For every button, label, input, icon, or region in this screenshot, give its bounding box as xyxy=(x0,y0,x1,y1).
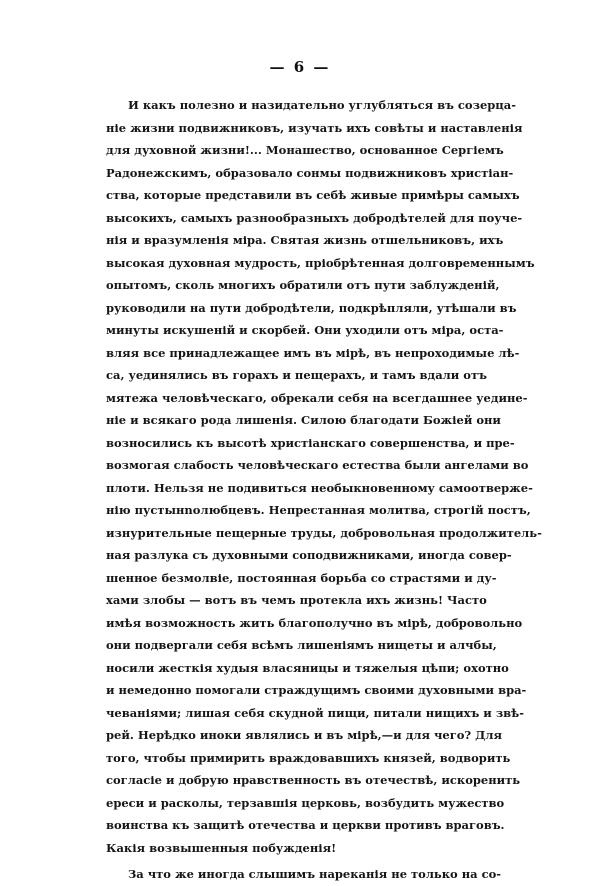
paragraph-1 xyxy=(106,94,542,859)
text-line: За что же иногда слышимъ нареканія не только на со- xyxy=(128,867,502,881)
text-line: и немедонно помогали страждущимъ своими духовными вра- xyxy=(106,683,527,697)
text-line: ніе жизни подвижниковъ, изучать ихъ совѣты и наставленія xyxy=(106,120,523,135)
text-line: ства, которые представили въ себѣ живые примѣры самыхъ xyxy=(106,188,520,202)
text-line: воинства къ защитѣ отечества и церкви противъ враговъ. xyxy=(106,818,505,832)
text-line: минуты искушеній и скорбей. Они уходили отъ міра, оста- xyxy=(106,323,504,337)
text-line: шенное безмолвіе, постоянная борьба со страстями и ду- xyxy=(106,570,497,585)
text-line: нію пустынnолюбцевъ. Непрестанная молитва, строгій постъ, xyxy=(106,503,531,517)
text-line: ніе и всякаго рода лишенія. Силою благодати Божіей они xyxy=(106,413,501,427)
text-line: возмогая слабость человѣческаго естества были ангелами во xyxy=(106,458,529,472)
page-number: — 6 — xyxy=(269,58,331,76)
text-line: согласіе и добрую нравственность въ отечествѣ, искоренить xyxy=(106,773,521,787)
text-line: Какія возвышенныя побужденія! xyxy=(106,840,337,855)
paragraph-2 xyxy=(106,863,502,886)
text-line: высокая духовная мудрость, пріобрѣтенная долговременнымъ xyxy=(106,255,535,270)
text-line: высокихъ, самыхъ разнообразныхъ добродѣтелей для поуче- xyxy=(106,210,523,225)
text-line: изнурительные пещерные труды, добровольная продолжитель- xyxy=(106,525,542,540)
text-line: плоти. Нельзя не подивиться необыкновенному самоотверже- xyxy=(106,480,533,495)
text-line: того, чтобы примирить враждовавшихъ князей, водворить xyxy=(106,750,511,765)
text-line: ная разлука съ духовными соподвижниками, иногда совер- xyxy=(106,548,512,562)
text-line: для духовной жизни!... Монашество, основанное Сергіемъ xyxy=(106,143,504,157)
text-line: Радонежскимъ, образовало сонмы подвижниковъ христіан- xyxy=(106,165,514,180)
body-text xyxy=(106,94,542,886)
text-line: нія и вразумленія міра. Святая жизнь отшельниковъ, ихъ xyxy=(106,233,504,247)
text-line: руководили на пути добродѣтели, подкрѣпляли, утѣшали въ xyxy=(106,300,517,315)
text-line: они подвергали себя всѣмъ лишеніямъ нищеты и алчбы, xyxy=(106,638,497,652)
text-line: мятежа человѣческаго, обрекали себя на всегдашнее уедине- xyxy=(106,390,528,405)
text-line: рей. Нерѣдко иноки являлись и въ мірѣ,—и для чего? Для xyxy=(106,728,503,742)
text-line: са, уединялись въ горахъ и пещерахъ, и тамъ вдали отъ xyxy=(106,368,487,382)
text-line: имѣя возможность жить благополучно въ мірѣ, добровольно xyxy=(106,615,523,630)
text-line: ереси и расколы, терзавшія церковь, возбудить мужество xyxy=(106,795,505,810)
text-line: хами злобы — вотъ въ чемъ протекла ихъ жизнь! Часто xyxy=(106,593,487,607)
text-line: И какъ полезно и назидательно углубляться въ созерца- xyxy=(128,98,517,112)
text-line: чеваніями; лишая себя скудной пищи, питали нищихъ и звѣ- xyxy=(106,705,525,720)
text-line: носили жесткія худыя власяницы и тяжелыя цѣпи; охотно xyxy=(106,660,509,675)
text-line: вляя все принадлежащее имъ въ мірѣ, въ непроходимые лѣ- xyxy=(106,345,520,360)
text-line: возносились къ высотѣ христіанскаго совершенства, и пре- xyxy=(106,435,515,450)
text-line: опытомъ, сколь многихъ обратили отъ пути заблужденій, xyxy=(106,278,500,292)
